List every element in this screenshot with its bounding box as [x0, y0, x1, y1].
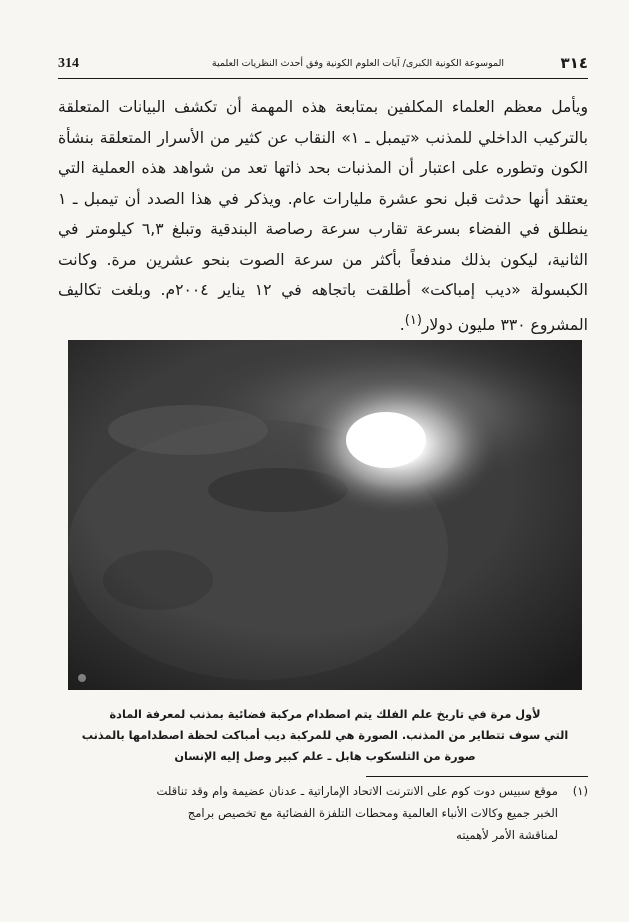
caption-line: لأول مرة في تاريخ علم الفلك يتم اصطدام مركبة فضائية بمذنب لمعرفة المادة	[109, 708, 541, 721]
footnote-separator	[366, 776, 588, 777]
footnote-reference: (١)	[404, 312, 422, 328]
body-paragraph	[58, 92, 588, 340]
page-number-arabic: ٣١٤	[560, 54, 588, 72]
caption-line: التي سوف تتطاير من المذنب. الصورة هي للمركبة ديب أمباكت لحظة اصطدامها بالمذنب	[81, 729, 569, 742]
comet-impact-photo	[68, 340, 582, 690]
running-title: الموسوعة الكونية الكبرى/ آيات العلوم الكونية وفق أحدث النظريات العلمية	[211, 58, 505, 69]
caption-line: صورة من التلسكوب هابل ـ علم كبير وصل إليه الإنسان	[174, 750, 476, 763]
page-header	[58, 52, 588, 79]
body-paragraph-end: .	[399, 315, 405, 334]
footnote-marker: (١)	[572, 784, 588, 798]
body-paragraph-text: ويأمل معظم العلماء المكلفين بمتابعة هذه المهمة أن تكشف البيانات المتعلقة بالتركيب الداخلي للمذنب «تيمبل ـ ١» النقاب عن كثير من الأسرار المتعلقة بنشأة الكون وتطوره على اعتبار أن المذنبات بحد ذاتها تعد من شواهد هذه العملية التي يعتقد أنها حدثت قبل نحو عشرة مليارات عام. ويذكر في هذا الصدد أن تيمبل ـ ١ ينطلق في الفضاء بسرعة تقارب سرعة رصاصة البندقية وتبلغ ٦,٣ كيلومتر في الثانية، ليكون بذلك مندفعاً بأكثر من سرعة الصوت بنحو عشرين مرة. وكانت الكبسولة «ديب إمباكت» أطلقت باتجاهه في ١٢ يناير ٢٠٠٤م. وبلغت تكاليف المشروع ٣٣٠ مليون دولار	[58, 98, 589, 334]
figure-caption	[68, 704, 582, 767]
page-number-latin: 314	[58, 56, 79, 71]
comet-impact-image	[68, 340, 582, 690]
footnote	[58, 780, 588, 846]
footnote-text: موقع سبيس دوت كوم على الانترنت الاتحاد الإماراتية ـ عدنان عضيمة وام وقد تناقلت	[156, 784, 558, 798]
footnote-line	[58, 780, 588, 802]
footnote-line: لمناقشة الأمر لأهميته	[456, 828, 558, 842]
footnote-line: الخبر جميع وكالات الأنباء العالمية ومحطات التلفزة الفضائية مع تخصيص برامج	[187, 806, 558, 820]
